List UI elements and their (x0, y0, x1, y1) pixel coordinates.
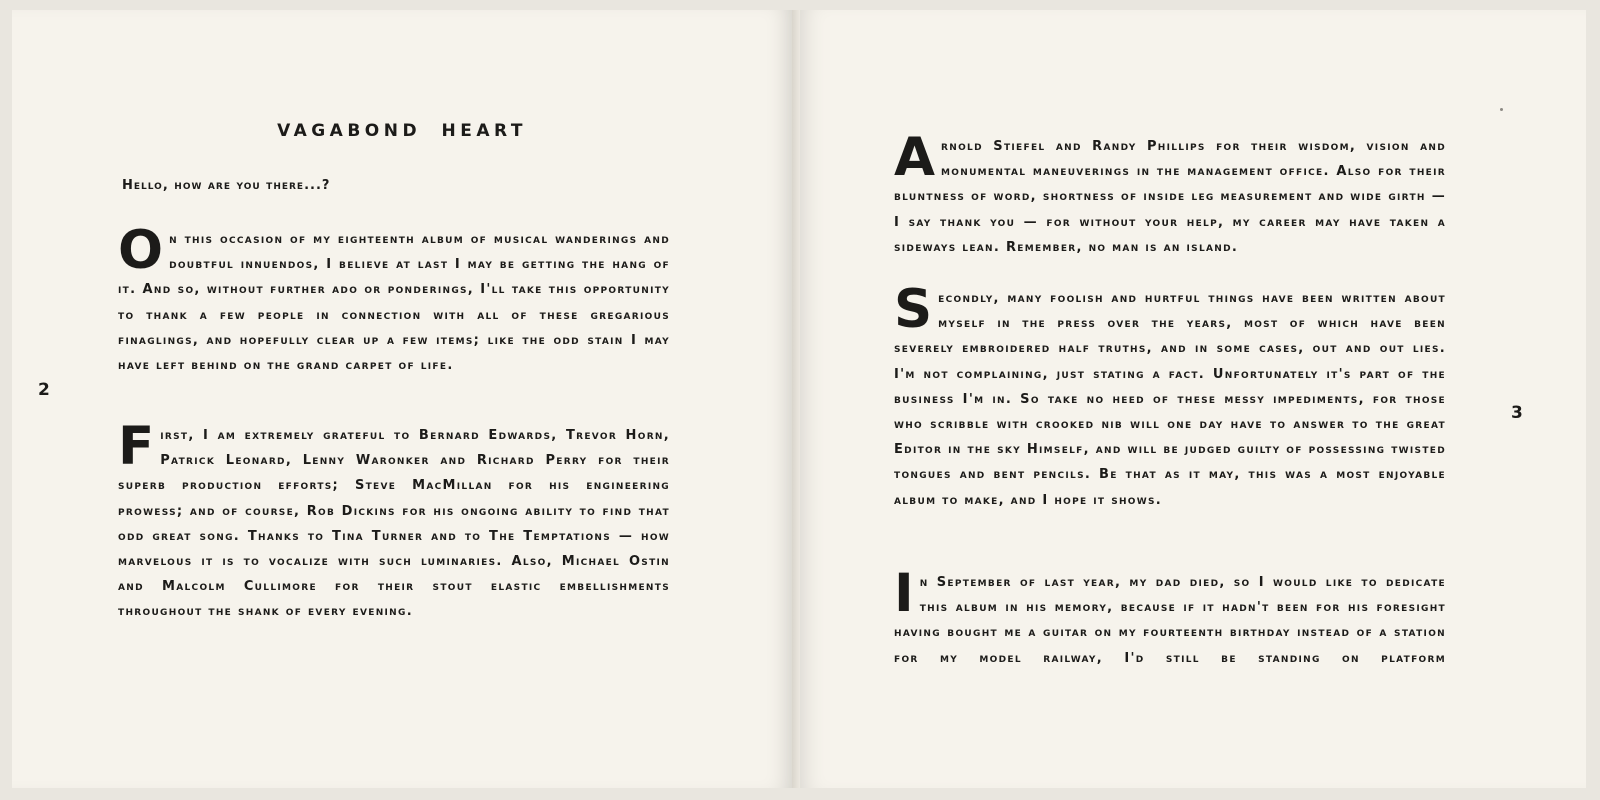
paragraph-2 (118, 416, 670, 625)
page-number-right: 3 (1511, 403, 1523, 423)
paper-speck (1500, 108, 1503, 111)
dropcap-f: F (118, 416, 155, 477)
paragraph-2-text: irst, I am extremely grateful to Bernard Edwards, Trevor Horn, Patrick Leonard, Lenny Waronker and Richard Perry for their superb production efforts; Steve MacMillan for his engineering prowess; and of course, Rob Dickins for his ongoing ability to find that odd great song. Thanks to Tina Turner and to The Temptations — how marvelous it is to vocalize with such luminaries. Also, Michael Ostin and Malcolm Cullimore for their stout elastic embellishments throughout the shank of every evening. (118, 428, 670, 620)
spine-gutter (792, 10, 800, 788)
paragraph-4 (894, 279, 1446, 513)
paragraph-4-text: econdly, many foolish and hurtful things have been written about myself in the press over the years, most of which have been severely embroidered half truths, and in some cases, out and out lies. I'm not complaining, just stating a fact. Unfortunately it's part of the business I'm in. So take no heed of these messy impediments, for those who scribble with crooked nib will one day have to answer to the great Editor in the sky Himself, and will be judged guilty of possessing twisted tongues and bent pencils. Be that as it may, this was a most enjoyable album to make, and I hope it shows. (894, 291, 1446, 508)
dropcap-o: O (118, 220, 164, 281)
paragraph-1-text: n this occasion of my eighteenth album of musical wanderings and doubtful innuendos, I believe at last I may be getting the hang of it. And so, without further ado or ponderings, I'll take this opportunity to thank a few people in connection with all of these gregarious finaglings, and hopefully clear up a few items; like the odd stain I may have left behind on the grand carpet of life. (118, 232, 670, 374)
paragraph-1 (118, 220, 670, 378)
dropcap-a: A (894, 127, 936, 188)
dropcap-i: I (894, 563, 914, 624)
paragraph-5-text: n September of last year, my dad died, so I would like to dedicate this album in his memory, because if it hadn't been for his foresight having bought me a guitar on my fourteenth birthday instead of a station for my model railway, I'd still be standing on platform (894, 575, 1446, 666)
page-number-left: 2 (38, 380, 50, 400)
greeting-line: Hello, how are you there...? (122, 178, 331, 193)
left-page (12, 10, 792, 788)
paragraph-5 (894, 563, 1446, 671)
right-page (800, 10, 1586, 788)
paragraph-3 (894, 127, 1446, 260)
booklet-title: VAGABOND HEART (277, 121, 527, 141)
paragraph-3-text: rnold Stiefel and Randy Phillips for their wisdom, vision and monumental maneuverings in the management office. Also for their bluntness of word, shortness of inside leg measurement and wide girth — I say thank you — for without your help, my career may have taken a sideways lean. Remember, no man is an island. (894, 139, 1446, 255)
dropcap-s: S (894, 279, 933, 340)
